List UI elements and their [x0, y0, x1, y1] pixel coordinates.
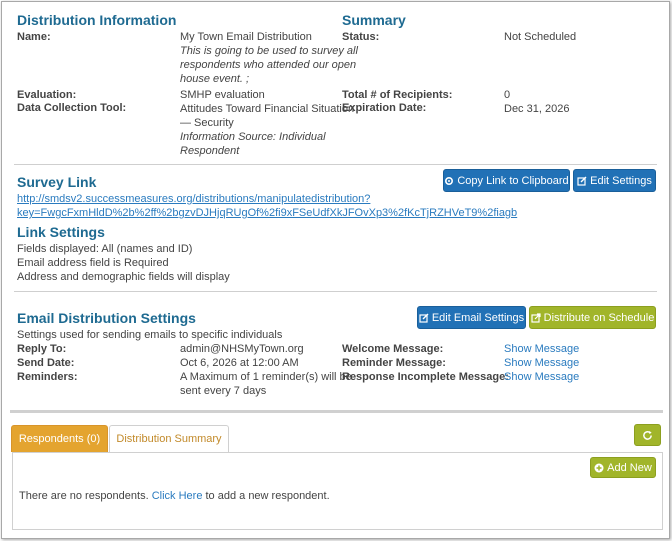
recipients-value: 0: [504, 89, 511, 101]
plus-circle-icon: [594, 463, 604, 473]
distribute-label: Distribute on Schedule: [543, 311, 655, 324]
distribute-on-schedule-button[interactable]: [529, 306, 656, 329]
tool-value-line-2: — Security: [180, 117, 234, 129]
divider: [14, 291, 657, 292]
refresh-icon: [642, 430, 653, 441]
empty-respondents-message: [19, 489, 330, 503]
copy-link-label: Copy Link to Clipboard: [457, 174, 569, 187]
link-settings-line-2: Email address field is Required: [17, 257, 169, 269]
link-settings-line-1: Fields displayed: All (names and ID): [17, 243, 193, 255]
evaluation-value: SMHP evaluation: [180, 89, 265, 101]
survey-link-heading: Survey Link: [17, 174, 97, 190]
description-line-2: respondents who attended our open: [180, 59, 357, 71]
tool-value-line-1: Attitudes Toward Financial Situation: [180, 103, 355, 115]
tab-distribution-summary[interactable]: Distribution Summary: [109, 425, 229, 452]
copy-link-button[interactable]: [443, 169, 570, 192]
email-settings-heading: Email Distribution Settings: [17, 310, 196, 326]
reminders-line-2: sent every 7 days: [180, 385, 267, 397]
edit-icon: [419, 313, 429, 323]
click-here-link[interactable]: Click Here: [151, 490, 203, 502]
summary-heading: Summary: [342, 12, 406, 28]
reminder-message-label: Reminder Message:: [342, 357, 446, 369]
expiration-label: Expiration Date:: [342, 102, 427, 114]
reminders-label: Reminders:: [17, 371, 78, 383]
response-incomplete-label: Response Incomplete Message:: [342, 371, 509, 383]
edit-icon: [577, 176, 587, 186]
name-label: Name:: [17, 31, 51, 43]
status-value: Not Scheduled: [504, 31, 577, 43]
recipients-label: Total # of Recipients:: [342, 89, 453, 101]
evaluation-label: Evaluation:: [17, 89, 77, 101]
refresh-button[interactable]: [634, 424, 661, 446]
section-separator: [10, 410, 663, 413]
distribution-page: [1, 1, 670, 539]
edit-settings-label: Edit Settings: [590, 174, 652, 187]
edit-email-settings-button[interactable]: [417, 306, 526, 329]
survey-url-line-2[interactable]: key=FwgcFxmHldD%2b%2ff%2bgzvDJHjqRUgOf%2fi9xFSeUdfXkJFOvXp3%2fKcTjRZHVeT9%2fiagb: [17, 207, 518, 219]
external-link-icon: [531, 313, 541, 323]
description-line-3: house event. ;: [180, 73, 250, 85]
add-new-button[interactable]: [590, 457, 656, 478]
divider: [14, 164, 657, 165]
info-source-line-2: Respondent: [180, 145, 240, 157]
email-settings-subtitle: Settings used for sending emails to specific individuals: [17, 329, 283, 341]
add-new-label: Add New: [607, 461, 652, 474]
link-settings-heading: Link Settings: [17, 224, 105, 240]
distribution-info-heading: Distribution Information: [17, 12, 177, 28]
tab-respondents[interactable]: Respondents (0): [11, 425, 108, 452]
link-settings-line-3: Address and demographic fields will display: [17, 271, 230, 283]
name-value: My Town Email Distribution: [180, 31, 312, 43]
info-source-line-1: Information Source: Individual: [180, 131, 326, 143]
expiration-value: Dec 31, 2026: [504, 103, 570, 115]
survey-url-line-1[interactable]: http://smdsv2.successmeasures.org/distributions/manipulatedistribution?: [17, 193, 371, 205]
empty-text: There are no respondents.: [19, 490, 149, 502]
respondents-panel: [12, 452, 663, 530]
welcome-message-label: Welcome Message:: [342, 343, 444, 355]
send-date-label: Send Date:: [17, 357, 75, 369]
status-label: Status:: [342, 31, 380, 43]
reply-to-label: Reply To:: [17, 343, 67, 355]
edit-email-settings-label: Edit Email Settings: [431, 311, 525, 324]
reminders-line-1: A Maximum of 1 reminder(s) will be: [180, 371, 352, 383]
send-date-value: Oct 6, 2026 at 12:00 AM: [180, 357, 299, 369]
welcome-show-message-link[interactable]: Show Message: [504, 343, 580, 355]
gear-icon: [444, 176, 454, 186]
empty-suffix: to add a new respondent.: [205, 490, 330, 502]
reminder-show-message-link[interactable]: Show Message: [504, 357, 580, 369]
edit-settings-button[interactable]: [573, 169, 656, 192]
reply-to-value: admin@NHSMyTown.org: [180, 343, 304, 355]
description-line-1: This is going to be used to survey all: [180, 45, 358, 57]
incomplete-show-message-link[interactable]: Show Message: [504, 371, 580, 383]
data-collection-tool-label: Data Collection Tool:: [17, 102, 127, 114]
